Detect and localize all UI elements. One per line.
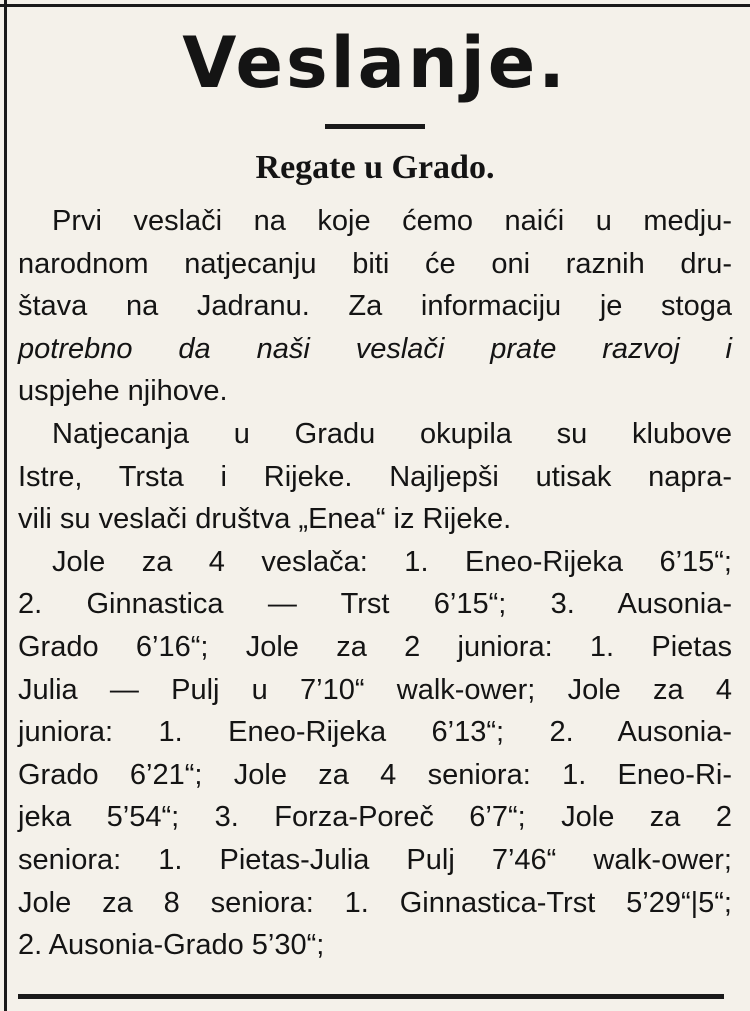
article-body	[18, 200, 732, 967]
body-line: Grado 6’16“; Jole za 2 juniora: 1. Pietas	[18, 630, 732, 663]
body-line: 2. Ginnastica — Trst 6’15“; 3. Ausonia-	[18, 588, 732, 621]
bottom-border-rule	[18, 994, 724, 999]
body-line: Grado 6’21“; Jole za 4 seniora: 1. Eneo-Ri-	[18, 758, 732, 791]
body-line: potrebno da naši veslači prate razvoj i	[18, 332, 732, 365]
body-line: Prvi veslači na koje ćemo naići u medju-	[52, 205, 732, 237]
article-title: Veslanje.	[182, 22, 568, 104]
article-subtitle: Regate u Grado.	[255, 149, 495, 186]
body-line: juniora: 1. Eneo-Rijeka 6’13“; 2. Ausonia-	[18, 716, 732, 749]
body-line: 2. Ausonia-Grado 5’30“;	[18, 929, 325, 962]
body-line: Jole za 8 seniora: 1. Ginnastica-Trst 5’29“|5“;	[18, 886, 732, 919]
body-line: Julia — Pulj u 7’10“ walk-ower; Jole za 4	[18, 673, 732, 706]
top-border-rule	[0, 4, 750, 7]
body-line: uspjehe njihove.	[18, 375, 228, 408]
body-line: štava na Jadranu. Za informaciju je stoga	[18, 290, 732, 323]
body-line: vili su veslači društva „Enea“ iz Rijeke.	[18, 503, 512, 536]
body-line: jeka 5’54“; 3. Forza-Poreč 6’7“; Jole za 2	[18, 801, 732, 834]
body-line: Natjecanja u Gradu okupila su klubove	[52, 417, 732, 450]
body-line: Istre, Trsta i Rijeke. Najljepši utisak napra-	[18, 460, 732, 493]
body-line: Jole za 4 veslača: 1. Eneo-Rijeka 6’15“;	[52, 545, 732, 578]
title-divider	[325, 124, 425, 129]
body-line: narodnom natjecanju biti će oni raznih dru-	[18, 247, 732, 280]
body-line: seniora: 1. Pietas-Julia Pulj 7’46“ walk-ower;	[18, 843, 732, 876]
